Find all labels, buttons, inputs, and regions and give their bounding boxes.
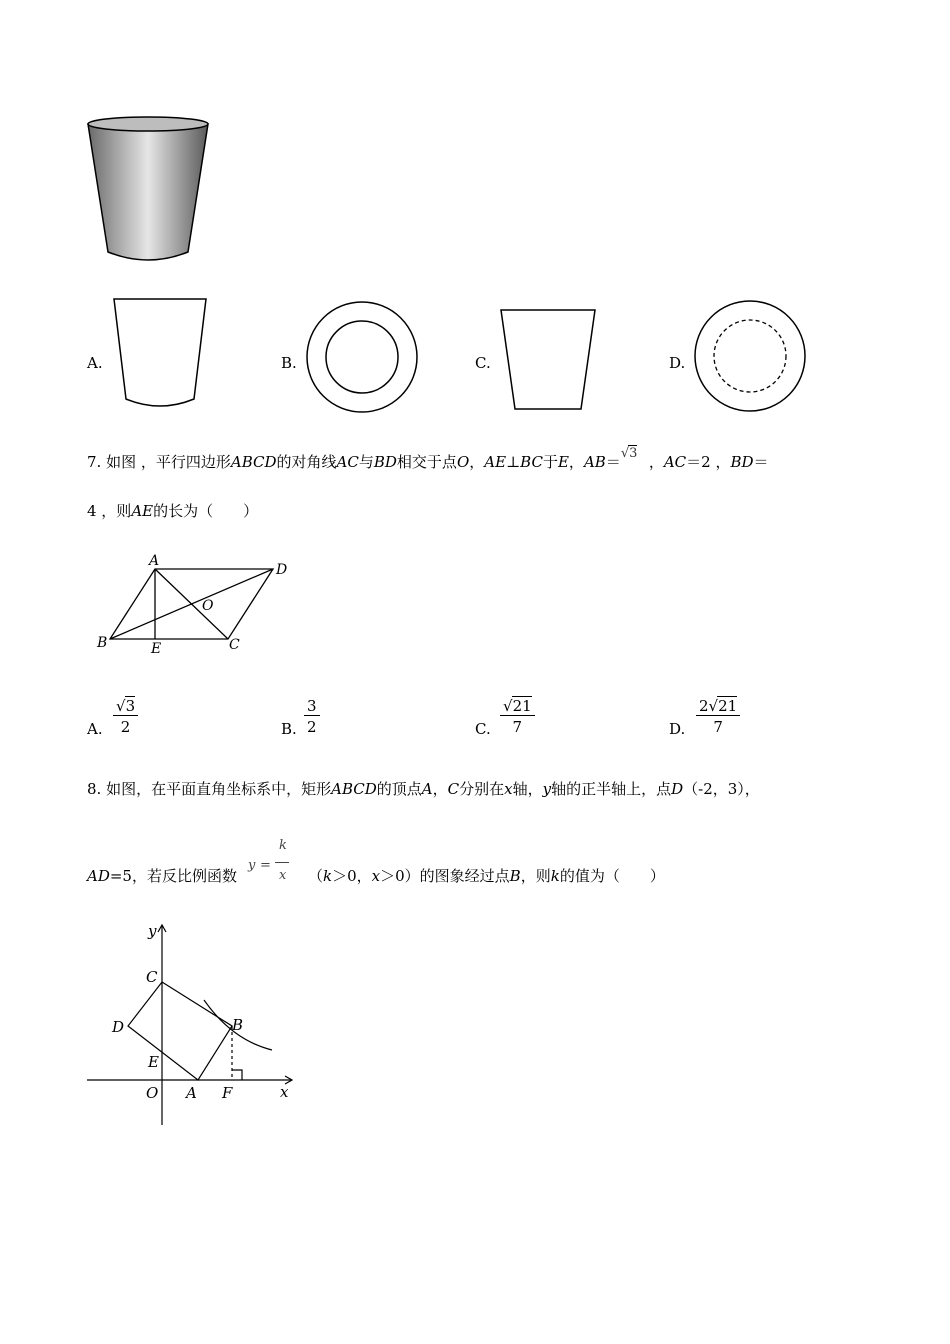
- q7-option-c-value: $\frac{√21}{7}$: [500, 696, 535, 736]
- q7-option-d-value: $\frac{2√21}{7}$: [696, 696, 740, 736]
- q6-option-a-label: A.: [87, 354, 103, 372]
- q7-label-o: O: [202, 598, 214, 614]
- q8-label-c: C: [146, 968, 158, 986]
- q7-option-b-value: $\frac{3}{2}$: [304, 697, 320, 736]
- q8-coordinate-figure: [82, 920, 302, 1130]
- q7-number: 7.: [87, 453, 102, 471]
- q6-option-a-figure: [108, 295, 214, 413]
- q7-parallelogram-figure: [92, 550, 302, 660]
- q7-label-d: D: [276, 562, 288, 578]
- cup-figure: [80, 110, 220, 270]
- q8-stem-line2: AD=5，若反比例函数: [87, 867, 237, 885]
- q7-option-c-label: C.: [475, 720, 491, 738]
- q7-label-e: E: [151, 641, 162, 657]
- q8-label-x: x: [280, 1083, 289, 1101]
- q8-stem-line2-rest: （k＞0，x＞0）的图象经过点B，则k的值为（ ）: [308, 867, 665, 885]
- q6-option-c-figure: [495, 303, 601, 415]
- q8-function-formula: y = k x: [248, 838, 296, 888]
- q7-option-d-label: D.: [669, 720, 686, 738]
- q8-label-a: A: [186, 1084, 197, 1102]
- q7-label-a: A: [149, 553, 160, 569]
- q7-stem-line2: 4 ，则AE的长为（ ）: [87, 502, 259, 520]
- q8-label-y: y: [148, 922, 157, 940]
- q6-option-c-label: C.: [475, 354, 491, 372]
- q8-number: 8.: [87, 780, 102, 798]
- q8-label-d: D: [112, 1018, 125, 1036]
- q7-label-b: B: [97, 635, 108, 651]
- q8-label-e: E: [148, 1053, 159, 1071]
- q7-label-c: C: [229, 637, 240, 653]
- q7-sqrt3: √3: [620, 446, 638, 461]
- q8-label-o: O: [146, 1084, 159, 1102]
- q8-label-b: B: [232, 1016, 244, 1034]
- q6-option-d-figure: [693, 300, 811, 418]
- q7-option-a-label: A.: [87, 720, 103, 738]
- q7-option-b-label: B.: [281, 720, 297, 738]
- q6-option-d-label: D.: [669, 354, 686, 372]
- q6-option-b-label: B.: [281, 354, 297, 372]
- q7-option-a-value: $\frac{√3}{2}$: [113, 696, 138, 736]
- q7-stem-line1: 7. 如图 ，平行四边形ABCD的对角线AC与BD相交于点O，AE⊥BC于E，AB＝√3 ，AC＝2 ，BD＝: [87, 446, 769, 471]
- q8-stem-line1: 8. 如图，在平面直角坐标系中，矩形ABCD的顶点A，C分别在x轴，y轴的正半轴上，点D（-2，3），: [87, 780, 760, 798]
- q8-label-f: F: [222, 1084, 233, 1102]
- q6-option-b-figure: [303, 300, 421, 418]
